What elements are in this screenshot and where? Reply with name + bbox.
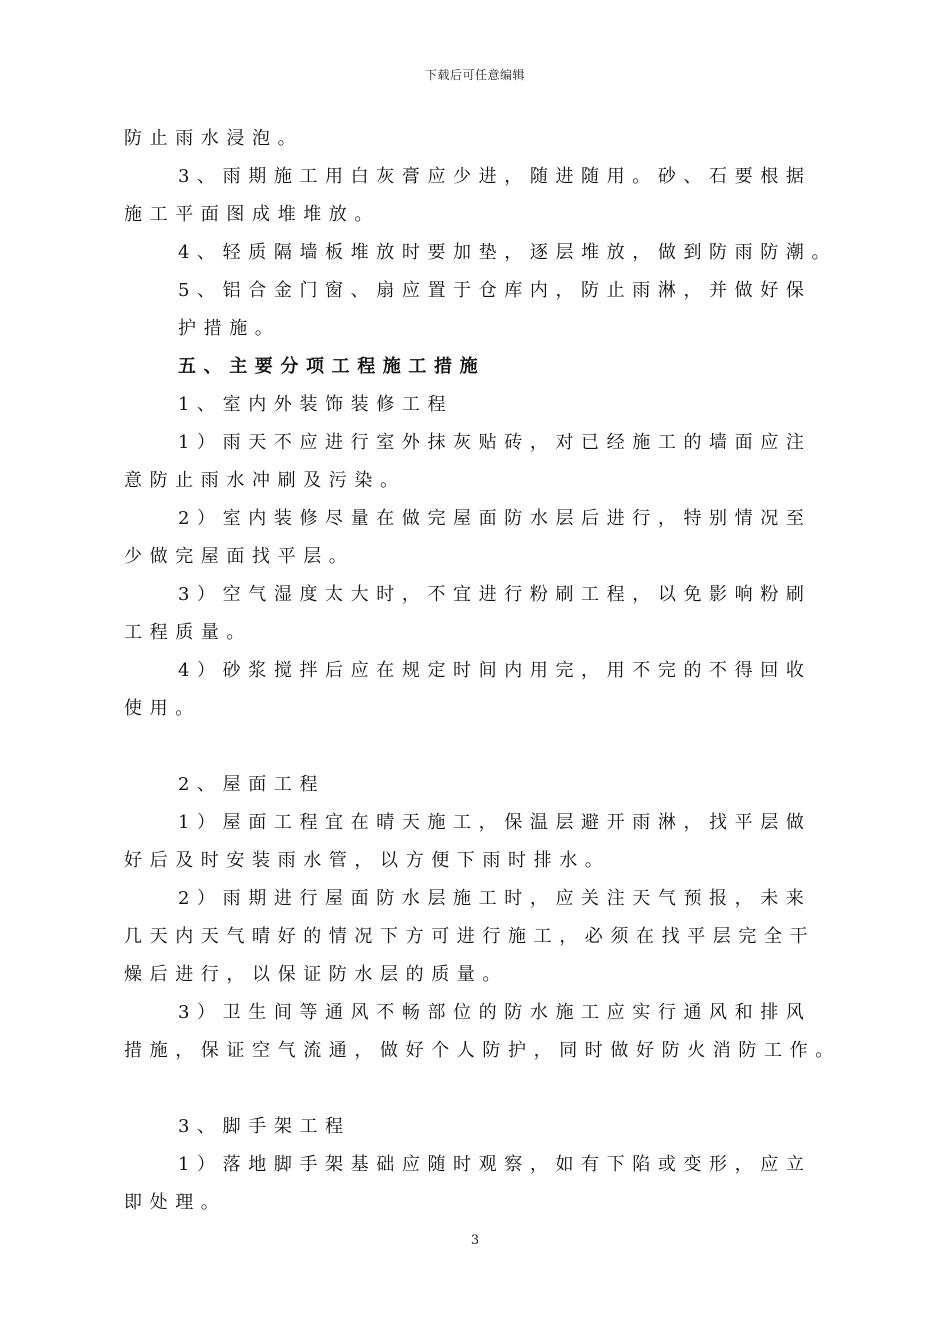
body-line: 好后及时安装雨水管，以方便下雨时排水。 [124,850,611,871]
body-line: 使用。 [124,698,201,719]
body-line: 工程质量。 [124,622,252,643]
page-header: 下载后可任意编辑 [424,68,525,82]
body-line: 4）砂浆搅拌后应在规定时间内用完，用不完的不得回收 [178,660,812,681]
body-line: 5、铝合金门窗、扇应置于仓库内，防止雨淋，并做好保 [178,280,812,301]
subsection-heading: 2、屋面工程 [178,774,326,795]
body-line: 2）室内装修尽量在做完屋面防水层后进行，特别情况至 [178,508,812,529]
body-line: 几天内天气晴好的情况下方可进行施工，必须在找平层完全干 [124,926,816,947]
body-line: 1）屋面工程宜在晴天施工，保温层避开雨淋，找平层做 [178,812,812,833]
body-line: 措施，保证空气流通，做好个人防护，同时做好防火消防工作。 [124,1040,841,1061]
body-line: 少做完屋面找平层。 [124,546,355,567]
body-line: 3、雨期施工用白灰膏应少进，随进随用。砂、石要根据 [178,166,812,187]
body-line: 1）落地脚手架基础应随时观察，如有下陷或变形，应立 [178,1154,812,1175]
body-line: 燥后进行，以保证防水层的质量。 [124,964,508,985]
body-line: 即处理。 [124,1192,227,1213]
body-line: 施工平面图成堆堆放。 [124,204,380,225]
body-line: 4、轻质隔墙板堆放时要加垫，逐层堆放，做到防雨防潮。 [178,242,838,263]
subsection-heading: 3、脚手架工程 [178,1116,351,1137]
subsection-heading: 1、室内外装饰装修工程 [178,394,454,415]
section-heading: 五、主要分项工程施工措施 [178,356,486,377]
body-line: 防止雨水浸泡。 [124,128,304,149]
body-line: 意防止雨水冲刷及污染。 [124,470,406,491]
body-line: 1）雨天不应进行室外抹灰贴砖，对已经施工的墙面应注 [178,432,812,453]
body-line: 3）空气湿度太大时，不宜进行粉刷工程，以免影响粉刷 [178,584,812,605]
page-number: 3 [470,1233,480,1248]
body-line: 护措施。 [178,318,281,339]
body-line: 2）雨期进行屋面防水层施工时，应关注天气预报，未来 [178,888,812,909]
body-line: 3）卫生间等通风不畅部位的防水施工应实行通风和排风 [178,1002,812,1023]
